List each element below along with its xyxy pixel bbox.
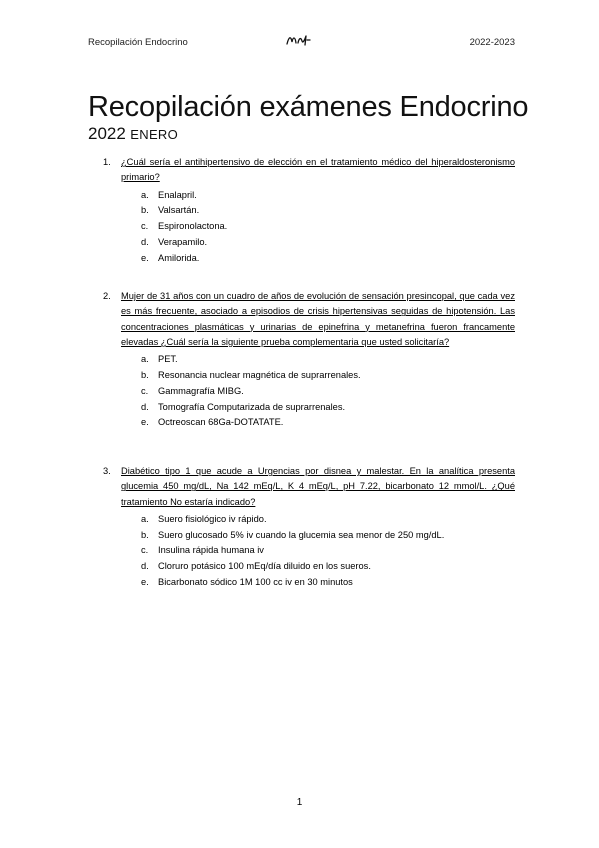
answer-option (103, 251, 515, 267)
option-text: Insulina rápida humana iv (158, 545, 264, 556)
answer-option (103, 559, 515, 575)
question-2 (103, 289, 515, 431)
option-text: PET. (158, 354, 178, 365)
answer-option (103, 400, 515, 416)
option-letter: e. (141, 417, 149, 428)
answer-option (103, 415, 515, 431)
option-letter: b. (141, 205, 149, 216)
option-text: Verapamilo. (158, 236, 208, 247)
answer-option (103, 512, 515, 528)
option-letter: e. (141, 252, 149, 263)
option-letter: a. (141, 354, 149, 365)
answer-option (103, 543, 515, 559)
option-letter: a. (141, 189, 149, 200)
option-text: Cloruro potásico 100 mEq/día diluido en los sueros. (158, 561, 371, 572)
option-text: Amilorida. (158, 252, 200, 263)
option-letter: a. (141, 513, 149, 524)
option-letter: c. (141, 545, 149, 556)
section-heading (88, 124, 178, 144)
option-text: Bicarbonato sódico 1M 100 cc iv en 30 minutos (158, 577, 353, 588)
option-text: Valsartán. (158, 205, 200, 216)
answer-options (103, 512, 515, 591)
option-text: Suero fisiológico iv rápido. (158, 513, 267, 524)
question-text: Diabético tipo 1 que acude a Urgencias por disnea y malestar. En la analítica presenta glucemia 450 mg/dL, Na 142 mEq/L, K 4 mEq/L, pH 7.22, bicarbonato 12 mmol/L. ¿Qué tratamiento No estaría indicado? (121, 466, 515, 507)
option-letter: e. (141, 577, 149, 588)
answer-option (103, 188, 515, 204)
option-text: Suero glucosado 5% iv cuando la glucemia sea menor de 250 mg/dL. (158, 529, 445, 540)
answer-option (103, 528, 515, 544)
option-text: Gammagrafía MIBG. (158, 385, 244, 396)
question-number: 1. (103, 157, 111, 167)
header-left-text: Recopilación Endocrino (88, 37, 188, 48)
answer-option (103, 235, 515, 251)
answer-option (103, 368, 515, 384)
option-text: Tomografía Computarizada de suprarrenales. (158, 401, 346, 412)
answer-option (103, 575, 515, 591)
question-number: 2. (103, 291, 111, 301)
option-letter: d. (141, 236, 149, 247)
answer-option (103, 352, 515, 368)
option-text: Octreoscan 68Ga-DOTATATE. (158, 417, 284, 428)
option-letter: d. (141, 401, 149, 412)
header-right-text: 2022-2023 (469, 37, 515, 48)
question-3 (103, 464, 515, 591)
option-letter: c. (141, 385, 149, 396)
section-month: ENERO (130, 127, 179, 142)
signature-logo (285, 33, 311, 47)
option-letter: b. (141, 529, 149, 540)
option-text: Espironolactona. (158, 221, 228, 232)
question-1 (103, 155, 515, 267)
option-text: Enalapril. (158, 189, 197, 200)
page-number: 1 (296, 797, 303, 808)
answer-options (103, 352, 515, 431)
option-letter: d. (141, 561, 149, 572)
page-title: Recopilación exámenes Endocrino (88, 91, 529, 124)
question-text: Mujer de 31 años con un cuadro de años de evolución de sensación presincopal, que cada vez es más frecuente, asociado a episodios de crisis hipertensivas seguidas de hipotensión. Las concentraciones plasmáticas y urinarias de epinefrina y metanefrina fueron francamente elevadas ¿Cuál sería la siguiente prueba complementaria que usted solicitaría? (121, 291, 515, 347)
section-year: 2022 (88, 124, 126, 143)
answer-options (103, 188, 515, 267)
option-text: Resonancia nuclear magnética de suprarrenales. (158, 369, 361, 380)
answer-option (103, 219, 515, 235)
answer-option (103, 384, 515, 400)
option-letter: b. (141, 369, 149, 380)
answer-option (103, 203, 515, 219)
option-letter: c. (141, 221, 149, 232)
question-number: 3. (103, 466, 111, 476)
question-text: ¿Cuál sería el antihipertensivo de elección en el tratamiento médico del hiperaldosteronismo primario? (121, 157, 515, 183)
